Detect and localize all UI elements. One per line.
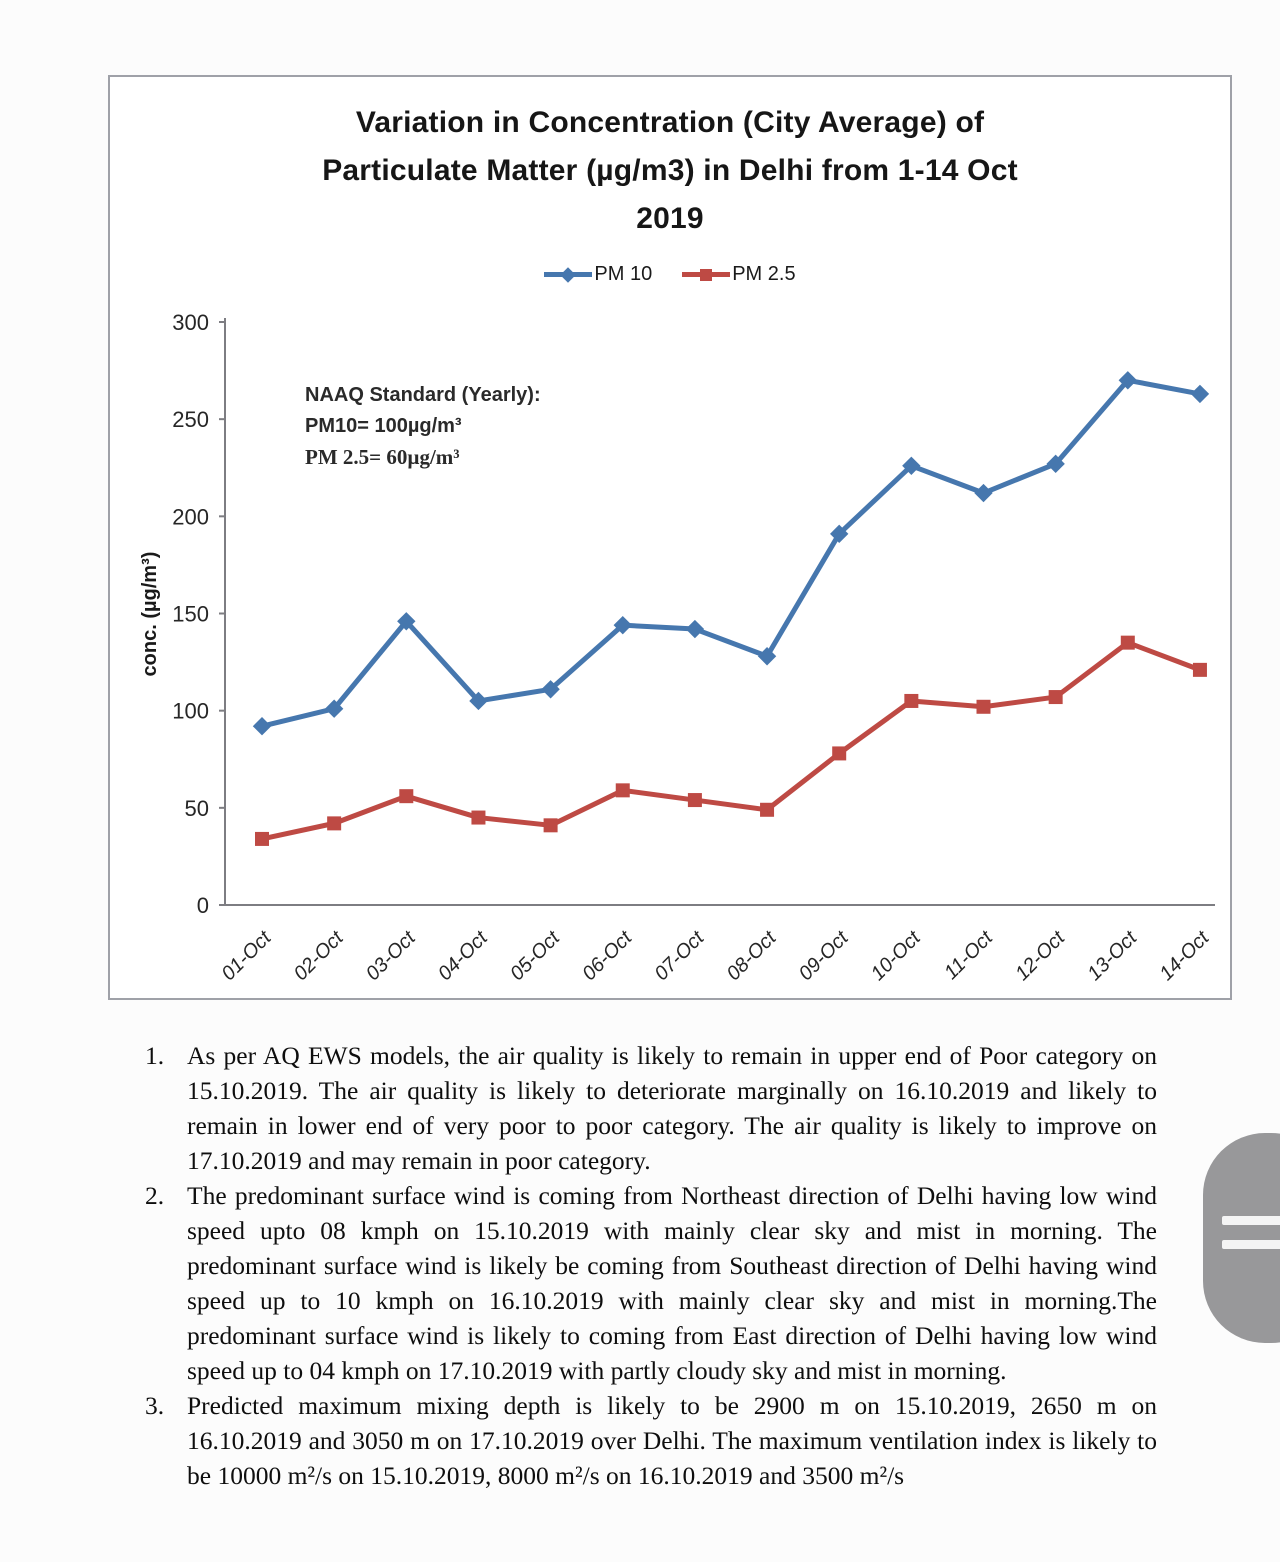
x-tick-label: 12-Oct: [1011, 926, 1070, 985]
x-tick-label: 10-Oct: [866, 926, 925, 985]
y-tick-label: 0: [196, 893, 209, 918]
pm10-data-point: [974, 484, 992, 502]
note-item-3: [145, 1388, 1157, 1493]
y-tick-label: 150: [172, 601, 209, 627]
pm10-data-point: [253, 717, 271, 735]
chart-title-line-3: 2019: [636, 202, 704, 235]
x-tick-label: 02-Oct: [289, 926, 348, 985]
y-tick-label: 300: [172, 310, 209, 335]
note-text: Predicted maximum mixing depth is likely to be 2900 m on 15.10.2019, 2650 m on 16.10.2019 and 3050 m on 17.10.2019 over Delhi. The maximum ventilation index is likely to be 10000 m²/s on 15.10.2019, 8000 m²/s on 16.10.2019 and 3500 m²/s: [187, 1391, 1157, 1490]
y-tick-label: 200: [172, 504, 209, 530]
chart-title: [110, 99, 1230, 243]
note-item-2: [145, 1178, 1157, 1388]
pm25-data-point: [616, 783, 630, 797]
x-tick-label: 04-Oct: [433, 926, 492, 985]
note-number: 3.: [145, 1391, 165, 1420]
note-text: As per AQ EWS models, the air quality is likely to remain in upper end of Poor category on 15.10.2019. The air quality is likely to deteriorate marginally on 16.10.2019 and likely to remain in lower end of very poor to poor category. The air quality is likely to improve on 17.10.2019 and may remain in poor category.: [187, 1041, 1157, 1175]
naaq-line-3: PM 2.5= 60µg/m³: [305, 445, 460, 469]
pm25-data-point: [399, 789, 413, 803]
pm25-data-point: [544, 818, 558, 832]
x-tick-label: 01-Oct: [217, 926, 276, 985]
pm25-data-point: [760, 803, 774, 817]
legend-item-pm25: [682, 263, 795, 286]
note-text: The predominant surface wind is coming from Northeast direction of Delhi having low wind speed upto 08 kmph on 15.10.2019 with mainly clear sky and mist in morning. The predominant surface wind is likely be coming from Southeast direction of Delhi having wind speed up to 10 kmph on 16.10.2019 with mainly clear sky and mist in morning.The predominant surface wind is likely to coming from East direction of Delhi having low wind speed up to 04 kmph on 17.10.2019 with partly cloudy sky and mist in morning.: [187, 1181, 1157, 1385]
note-item-1: [145, 1038, 1157, 1178]
chart-title-line-1: Variation in Concentration (City Average) of: [355, 106, 985, 139]
pm25-data-point: [1049, 690, 1063, 704]
y-axis-title: conc. (µg/m³): [139, 551, 161, 677]
pm25-data-point: [255, 832, 269, 846]
pm25-data-point: [688, 793, 702, 807]
chart-title-line-2: Particulate Matter (µg/m3) in Delhi from 1-14 Oct: [322, 154, 1018, 187]
scroll-handle-grip-icon: [1222, 1216, 1280, 1225]
line-chart-plot: [110, 307, 1230, 997]
pm25-data-point: [977, 700, 991, 714]
pm10-line-marker-icon: [544, 272, 592, 277]
chart-card: [108, 75, 1232, 1000]
pm25-data-point: [327, 816, 341, 830]
y-tick-label: 50: [184, 795, 209, 821]
scroll-handle-grip-icon: [1222, 1240, 1280, 1249]
x-tick-label: 06-Oct: [578, 926, 637, 985]
x-tick-label: 07-Oct: [650, 926, 709, 985]
chart-legend: [110, 263, 1230, 286]
legend-label-pm25: PM 2.5: [732, 263, 796, 285]
x-tick-label: 09-Oct: [794, 926, 853, 985]
pm2.5-line: [262, 643, 1200, 839]
y-tick-label: 250: [172, 407, 209, 433]
x-tick-label: 05-Oct: [506, 926, 565, 985]
note-number: 1.: [145, 1041, 165, 1070]
pm25-data-point: [1121, 636, 1135, 650]
legend-label-pm10: PM 10: [594, 263, 653, 285]
x-tick-label: 11-Oct: [940, 926, 998, 984]
pm10-data-point: [686, 620, 704, 638]
forecast-notes: [145, 1038, 1157, 1493]
pm25-data-point: [471, 811, 485, 825]
pm25-line-marker-icon: [682, 272, 730, 277]
pm10-line: [262, 380, 1200, 726]
legend-item-pm10: [544, 263, 652, 286]
x-tick-label: 03-Oct: [361, 926, 420, 985]
x-tick-label: 08-Oct: [722, 926, 781, 985]
pm25-data-point: [832, 746, 846, 760]
note-number: 2.: [145, 1181, 165, 1210]
x-tick-label: 13-Oct: [1083, 926, 1142, 985]
y-tick-label: 100: [172, 698, 209, 724]
pm25-data-point: [904, 694, 918, 708]
naaq-line-1: NAAQ Standard (Yearly):: [305, 384, 541, 406]
naaq-line-2: PM10= 100µg/m³: [305, 415, 462, 437]
x-tick-label: 14-Oct: [1155, 926, 1214, 985]
pm25-data-point: [1193, 663, 1207, 677]
pm10-data-point: [1191, 385, 1209, 403]
scroll-handle[interactable]: [1203, 1133, 1280, 1343]
